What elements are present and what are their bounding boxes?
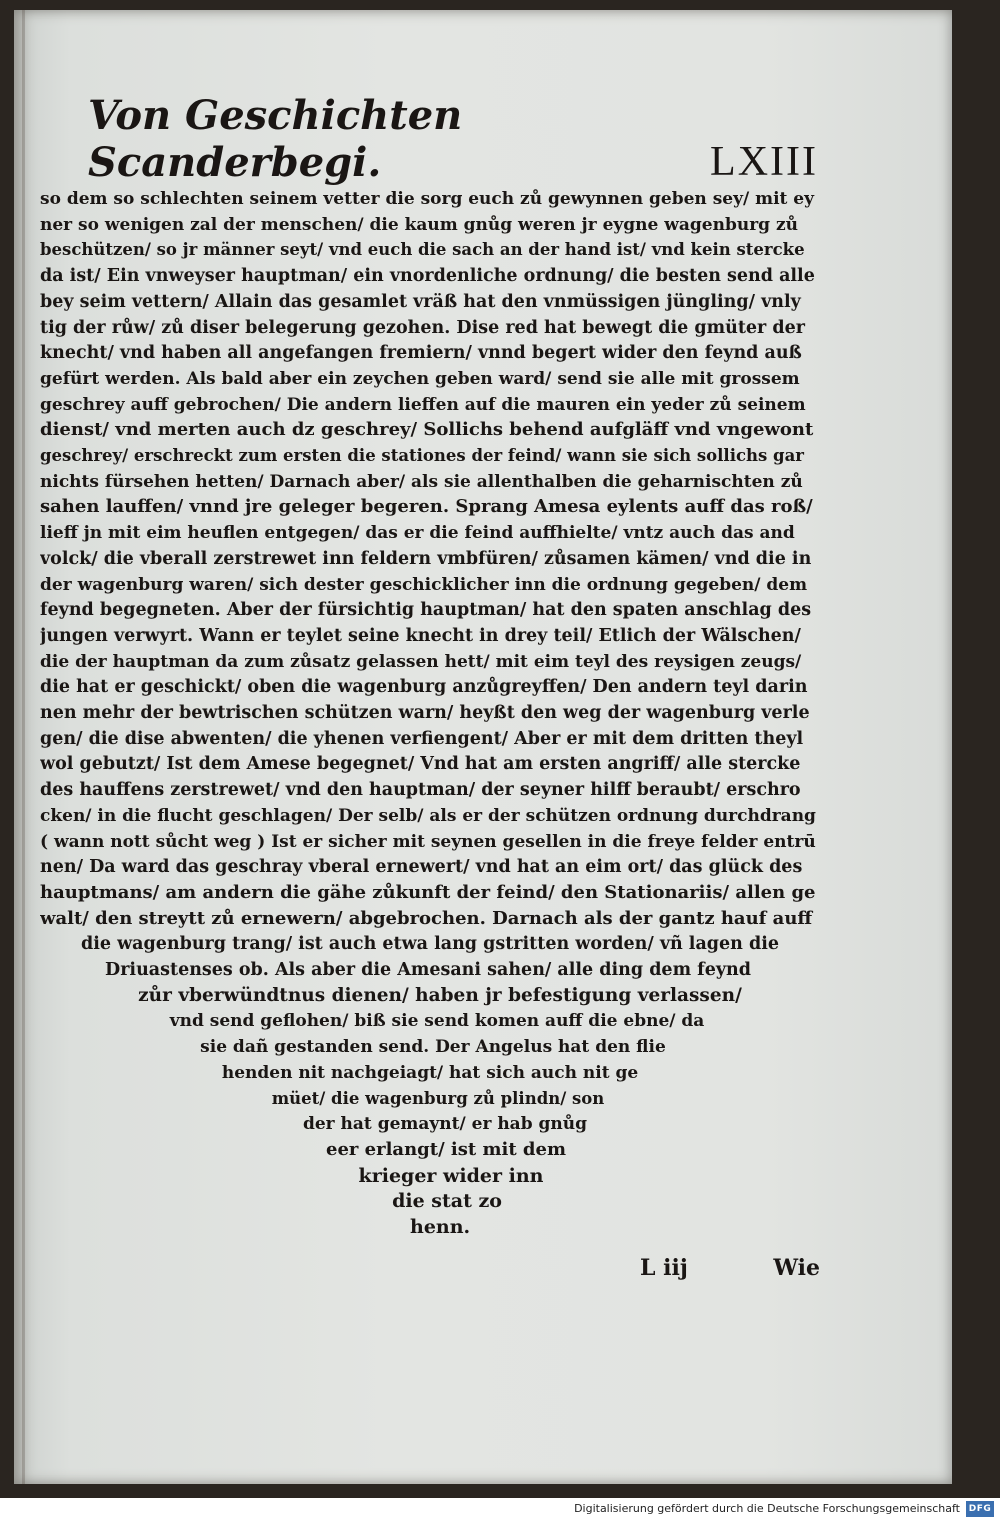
- text-line: volck/ die vberall zerstrewet inn feldern vmbfüren/ zůsamen kämen/ vnd die in: [40, 548, 812, 569]
- text-line: nen mehr der bewtrischen schützen warn/ heyßt den weg der wagenburg verle: [40, 703, 810, 723]
- running-title: Von Geschichten Scanderbegi.: [88, 92, 463, 186]
- catchword: Wie: [773, 1255, 820, 1281]
- text-line: nen/ Da ward das geschray vberal ernewert/ vnd hat an eim ort/ das glück des: [40, 857, 803, 878]
- text-line: vnd send geflohen/ biß sie send komen auff die ebne/ da: [169, 1011, 705, 1032]
- running-head: [88, 92, 818, 186]
- footer-credit: Digitalisierung gefördert durch die Deutsche Forschungsgemeinschaft: [574, 1502, 960, 1515]
- text-line: die stat zo: [392, 1190, 502, 1213]
- text-line: zůr vberwündtnus dienen/ haben jr befestigung verlassen/: [138, 984, 742, 1006]
- text-line: bey seim vettern/ Allain das gesamlet vräß hat den vnmüssigen jüngling/ vnly: [40, 291, 801, 312]
- text-line: eer erlangt/ ist mit dem: [326, 1138, 566, 1160]
- text-line: gen/ die dise abwenten/ die yhenen verfiengent/ Aber er mit dem dritten theyl: [40, 728, 804, 749]
- text-line: der wagenburg waren/ sich dester geschicklicher inn die ordnung gegeben/ dem: [40, 574, 808, 595]
- text-line: knecht/ vnd haben all angefangen fremiern/ vnnd begert wider den feynd auß: [40, 343, 802, 364]
- text-line: so dem so schlechten seinem vetter die sorg euch zů gewynnen geben sey/ mit ey: [40, 189, 814, 209]
- text-line: krieger wider inn: [358, 1164, 544, 1187]
- text-line: tig der růw/ zů diser belegerung gezohen. Dise red hat bewegt die gmüter der: [40, 317, 805, 338]
- text-line: dienst/ vnd merten auch dz geschrey/ Sollichs behend aufgläff vnd vngewont: [40, 419, 814, 441]
- text-line: die der hauptman da zum zůsatz gelassen hett/ mit eim teyl des reysigen zeugs/: [40, 651, 802, 672]
- text-line: lieff jn mit eim heuflen entgegen/ das er die feind auffhielte/ vntz auch das and: [40, 523, 795, 544]
- signature-mark: L iij: [640, 1255, 688, 1281]
- text-line: beschützen/ so jr männer seyt/ vnd euch die sach an der hand ist/ vnd kein stercke: [40, 240, 805, 260]
- text-line: sie dañ gestanden send. Der Angelus hat den flie: [200, 1037, 666, 1058]
- text-line: ner so wenigen zal der menschen/ die kaum gnůg weren jr eygne wagenburg zů: [40, 214, 798, 235]
- text-line: des hauffens zerstrewet/ vnd den hauptman/ der seyner hilff beraubt/ erschro: [40, 780, 801, 801]
- text-line: geschrey auff gebrochen/ Die andern lieffen auf die mauren ein yeder zů seinem: [40, 394, 806, 415]
- text-line: nichts fürsehen hetten/ Darnach aber/ als sie allenthalben die geharnischten zů: [40, 471, 803, 492]
- text-line: henden nit nachgeiagt/ hat sich auch nit ge: [221, 1062, 639, 1083]
- catchwords: [640, 1255, 820, 1285]
- text-line: müet/ die wagenburg zů plindn/ son: [271, 1088, 605, 1108]
- text-line: wol gebutzt/ Ist dem Amese begegnet/ Vnd hat am ersten angriff/ alle stercke: [40, 754, 801, 775]
- text-line: die wagenburg trang/ ist auch etwa lang gstritten worden/ vñ lagen die: [80, 934, 780, 955]
- folio-number: LXIII: [710, 139, 818, 185]
- text-line: cken/ in die flucht geschlagen/ Der selb/ als er der schützen ordnung durchdrang: [40, 805, 816, 826]
- text-line: geschrey/ erschreckt zum ersten die stationes der feind/ wann sie sich sollichs gar: [40, 446, 804, 465]
- text-line: ( wann nott sůcht weg ) Ist er sicher mit seynen gesellen in die freye felder entrū: [40, 831, 816, 852]
- page-gutter: [22, 10, 25, 1484]
- text-line: die hat er geschickt/ oben die wagenburg anzůgreyffen/ Den andern teyl darin: [40, 677, 808, 698]
- text-line: feynd begegneten. Aber der fürsichtig hauptman/ hat den spaten anschlag des: [40, 600, 812, 621]
- text-line: da ist/ Ein vnweyser hauptman/ ein vnordenliche ordnung/ die besten send alle: [40, 266, 815, 287]
- footer-bar: [0, 1498, 1000, 1521]
- text-line: hauptmans/ am andern die gähe zůkunft der feind/ den Stationariis/ allen ge: [40, 881, 816, 903]
- text-line: jungen verwyrt. Wann er teylet seine knecht in drey teil/ Etlich der Wälschen/: [40, 625, 801, 646]
- text-line: der hat gemaynt/ er hab gnůg: [302, 1114, 587, 1135]
- text-line: Driuastenses ob. Als aber die Amesani sahen/ alle ding dem feynd: [105, 960, 751, 980]
- text-line: gefürt werden. Als bald aber ein zeychen geben ward/ send sie alle mit grossem: [40, 368, 800, 389]
- text-line: sahen lauffen/ vnnd jre geleger begeren. Sprang Amesa eylents auff das roß/: [40, 496, 813, 518]
- text-line: henn.: [410, 1216, 470, 1238]
- text-line: walt/ den streytt zů ernewern/ abgebrochen. Darnach als der gantz hauf auff: [40, 907, 813, 929]
- dfg-logo-icon: DFG: [966, 1501, 994, 1517]
